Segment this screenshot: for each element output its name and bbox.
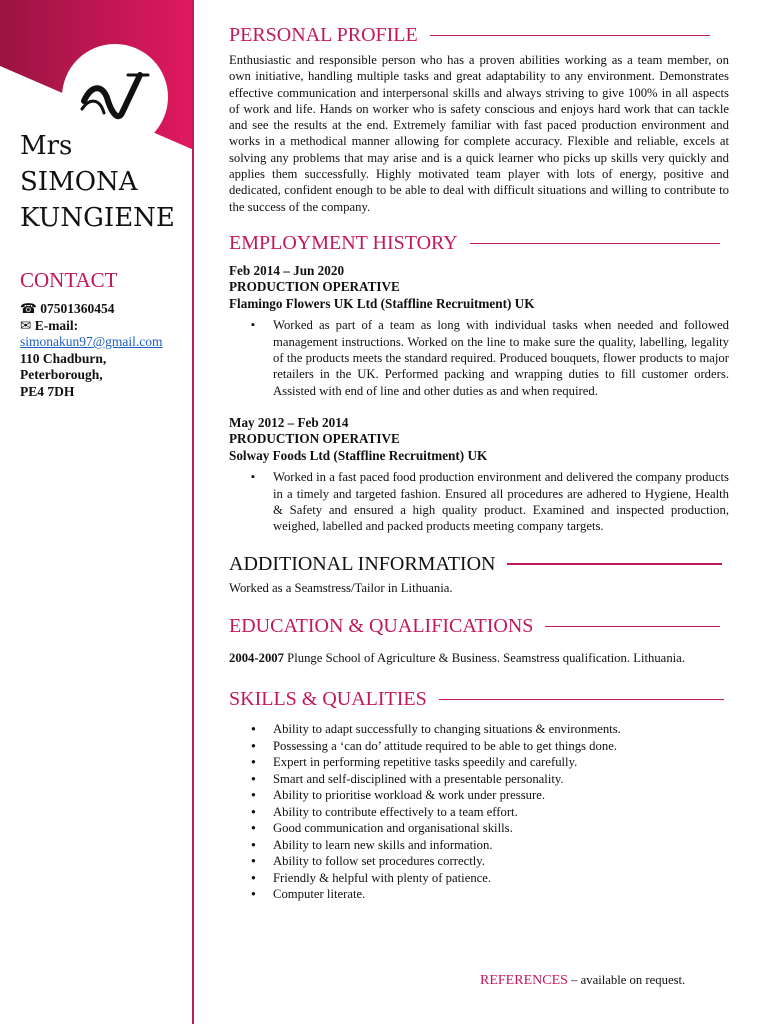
sidebar xyxy=(0,0,194,1024)
education-header xyxy=(229,615,729,638)
profile-rule xyxy=(430,35,710,37)
cursive-v-monogram-icon xyxy=(78,67,152,127)
skills-list xyxy=(251,721,729,903)
name-line-title: Mrs xyxy=(20,131,73,161)
email-line xyxy=(20,318,163,335)
skills-rule xyxy=(439,699,724,701)
education-detail: Plunge School of Agriculture & Business. Seamstress qualification. Lithuania. xyxy=(287,650,685,665)
address-line-1: 110 Chadburn, xyxy=(20,350,107,366)
contact-title: CONTACT xyxy=(20,268,118,292)
references-label: REFERENCES xyxy=(480,973,568,988)
contact-details xyxy=(20,301,163,400)
phone-icon: ☎ xyxy=(20,301,37,316)
job-description: ▪ Worked in a fast paced food production environment and delivered the company products in a timely and targeted fashion. Ensured all procedures are adhered to Hygiene, Health & Safety and ensured a high quality product. Examined and inspected production, weighed, labelled and packed products meeting company targets. xyxy=(251,469,729,534)
skill-item: ● Ability to adapt successfully to changing situations & environments. xyxy=(251,721,729,738)
address-line-3: PE4 7DH xyxy=(20,383,75,399)
skills-title: SKILLS & QUALITIES xyxy=(229,688,427,711)
sidebar-divider xyxy=(192,0,194,1024)
address-line-2: Peterborough, xyxy=(20,367,103,382)
job-description: ▪ Worked as part of a team as long with individual tasks when needed and followed management instructions. Worked on the line to make sure the quality, labelling, legality of the products meets the standard required. Produced bouquets, flower products to major retailers in the UK. Performed packing and wrapping duties to fill customer orders. Assisted with end of line and other duties as and when required. xyxy=(251,317,729,398)
references-text: – available on request. xyxy=(567,973,686,987)
skill-item: ● Ability to contribute effectively to a team effort. xyxy=(251,804,729,821)
job-company: Solway Foods Ltd (Staffline Recruitment) UK xyxy=(229,447,488,463)
skill-item: ● Expert in performing repetitive tasks speedily and carefully. xyxy=(251,754,729,771)
skill-item: ● Smart and self-disciplined with a presentable personality. xyxy=(251,771,729,788)
additional-rule xyxy=(507,563,722,565)
job-entry xyxy=(229,415,729,535)
profile-header xyxy=(229,24,729,47)
skill-item: ● Good communication and organisational skills. xyxy=(251,820,729,837)
education-years: 2004-2007 xyxy=(229,650,284,665)
main-content xyxy=(229,24,729,903)
employment-header xyxy=(229,232,729,255)
education-rule xyxy=(545,626,720,628)
job-company: Flamingo Flowers UK Ltd (Staffline Recruitment) UK xyxy=(229,295,535,311)
additional-title: ADDITIONAL INFORMATION xyxy=(229,552,496,575)
skills-header xyxy=(229,688,729,711)
skill-item: ● Friendly & helpful with plenty of patience. xyxy=(251,870,729,887)
job-bullets xyxy=(251,317,729,398)
profile-title: PERSONAL PROFILE xyxy=(229,24,418,46)
education-title: EDUCATION & QUALIFICATIONS xyxy=(229,614,534,637)
envelope-icon: ✉ xyxy=(20,317,32,333)
education-text xyxy=(229,650,729,666)
skill-item: ● Ability to prioritise workload & work under pressure. xyxy=(251,787,729,804)
skill-item: ● Ability to follow set procedures correctly. xyxy=(251,853,729,870)
skill-item: ● Ability to learn new skills and information. xyxy=(251,837,729,854)
job-bullets xyxy=(251,469,729,534)
employment-rule xyxy=(470,243,720,245)
phone-line xyxy=(20,301,163,318)
name-line-last: KUNGIENE xyxy=(20,203,175,233)
job-role: PRODUCTION OPERATIVE xyxy=(229,279,400,295)
employment-title: EMPLOYMENT HISTORY xyxy=(229,231,458,254)
additional-text: Worked as a Seamstress/Tailor in Lithuania. xyxy=(229,580,453,595)
additional-header xyxy=(229,553,729,576)
profile-text: Enthusiastic and responsible person who has a proven abilities working as a team member, on own initiative, handling multiple tasks and great adaptability to any environment. Demonstrates effective communication and interpersonal skills and always striving to give 100% in all aspects of work and life. Hands on worker who is safety conscious and enjoys hard work that can tackle and see the results at the end. Extremely familiar with fast paced production environment and works in a methodical manner allowing for complete accuracy. Flexible and reliable, excels at solving any problems that may arise and is a quick learner who picks up skills very quickly and applies them successfully. Highly motivated team player with lots of energy, positive and dedicated, confident enough to be able to deal with difficult situations and willing to contribute to the success of the company. xyxy=(229,53,729,214)
job-entry xyxy=(229,263,729,399)
job-dates: Feb 2014 – Jun 2020 xyxy=(229,262,345,278)
job-role: PRODUCTION OPERATIVE xyxy=(229,431,400,447)
phone-number: 07501360454 xyxy=(40,301,115,316)
skill-item: ● Possessing a ‘can do’ attitude required to be able to get things done. xyxy=(251,738,729,755)
job-dates: May 2012 – Feb 2014 xyxy=(229,414,349,430)
candidate-name xyxy=(20,128,175,236)
email-link[interactable]: simonakun97@gmail.com xyxy=(20,334,163,349)
email-label: E-mail: xyxy=(34,317,79,333)
name-line-first: SIMONA xyxy=(20,167,138,197)
references-line xyxy=(480,973,685,989)
skill-item: ● Computer literate. xyxy=(251,886,729,903)
